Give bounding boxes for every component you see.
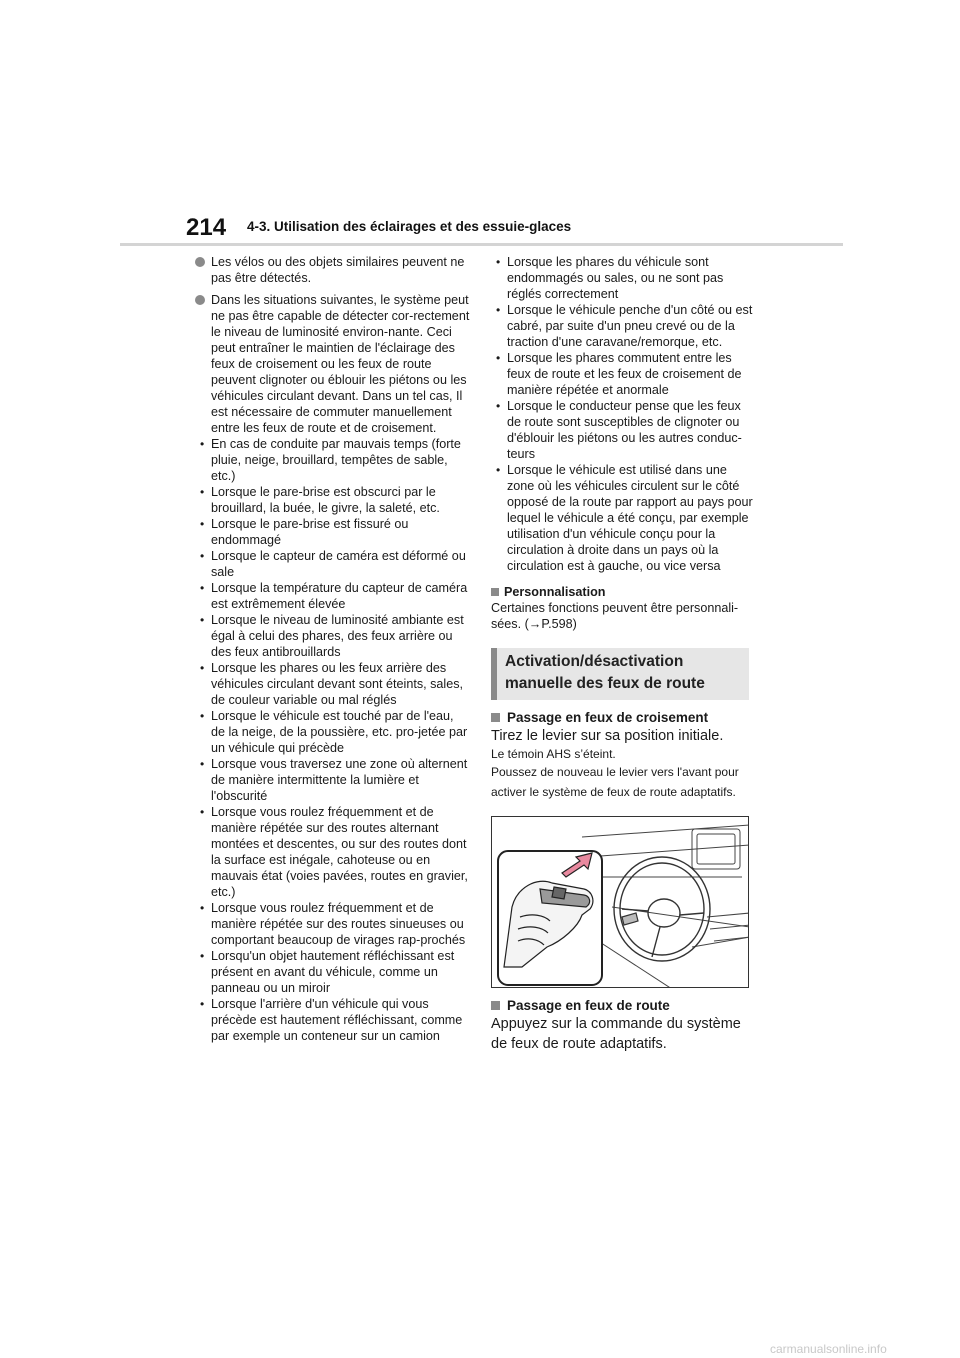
- bullet-dot-icon: •: [496, 399, 501, 413]
- section-title: 4-3. Utilisation des éclairages et des essuie-glaces: [247, 219, 572, 234]
- list-item: • Lorsque le véhicule est utilisé dans une zone où les véhicules circulent sur le côté opposé de la route par rapport au pays pour lequel le véhicule a été conçu, par exemple utilisation d'un véhicule conçu pour la circulation à droite dans un pays où la circulation est à gauche, ou vice versa: [496, 463, 753, 573]
- bullet-dot-icon: •: [200, 949, 205, 963]
- high-beam-instruction: Appuyez sur la commande du système de feux de route adaptatifs.: [491, 1016, 741, 1052]
- circle-item-text: Les vélos ou des objets similaires peuvent ne pas être détectés.: [211, 255, 465, 285]
- bullet-dot-icon: •: [200, 709, 205, 723]
- low-beam-instruction: Tirez le levier sur sa position initiale.: [491, 728, 724, 744]
- list-item: • Lorsque vous roulez fréquemment et de manière répétée sur des routes alternant montées et descentes, ou sur des routes dont la surface est inégale, cahoteuse ou en mauvais état (voies pavées, routes en gravier, etc.): [200, 805, 468, 899]
- bullet-dot-icon: •: [496, 351, 501, 365]
- list-item: • Lorsque les phares du véhicule sont endommagés ou sales, ou ne sont pas réglés correctement: [496, 255, 724, 301]
- left-column: [195, 254, 470, 1044]
- bullet-dot-icon: •: [496, 255, 501, 269]
- page-number: 214: [186, 214, 227, 241]
- bullet-dot-icon: •: [200, 901, 205, 915]
- list-item: • En cas de conduite par mauvais temps (forte pluie, neige, brouillard, tempêtes de sable, etc.): [200, 437, 461, 483]
- low-beam-heading: Passage en feux de croisement: [491, 710, 753, 726]
- bullet-dot-icon: •: [200, 517, 205, 531]
- bullet-dot-icon: •: [496, 303, 501, 317]
- list-item: • Lorsque le niveau de luminosité ambiante est égal à celui des phares, des feux arrière ou des feux antibrouillards: [200, 613, 464, 659]
- watermark-logo: carmanualsonline.info: [770, 1342, 887, 1356]
- callout-title: Activation/désactivation manuelle des feux de route: [505, 653, 705, 692]
- list-item: • Lorsque le pare-brise est obscurci par le brouillard, la buée, le givre, la saleté, etc.: [200, 485, 440, 515]
- bullet-dot-icon: •: [200, 485, 205, 499]
- header-rule: [120, 243, 843, 246]
- right-column: [491, 254, 753, 1054]
- circle-bullet-item: [195, 254, 470, 286]
- bullet-dot-icon: •: [200, 613, 205, 627]
- bullet-dot-icon: •: [200, 581, 205, 595]
- condition-list: [195, 436, 470, 1044]
- list-item: • Lorsque vous roulez fréquemment et de manière répétée sur des routes sinueuses ou comportant beaucoup de virages rap-prochés: [200, 901, 466, 947]
- list-item: • Lorsque le véhicule penche d'un côté ou est cabré, par suite d'un pneu crevé ou de la traction d'une caravane/remorque, etc.: [496, 303, 753, 349]
- high-beam-heading: Passage en feux de route: [491, 998, 753, 1014]
- list-item: • Lorsque le conducteur pense que les feux de route sont susceptibles de clignoter ou d'éblouir les piétons ou les autres conduc-teurs: [496, 399, 742, 461]
- list-item: • Lorsque le capteur de caméra est déformé ou sale: [200, 549, 466, 579]
- bullet-dot-icon: •: [200, 661, 205, 675]
- circle-item-text: Dans les situations suivantes, le système peut ne pas être capable de détecter cor-rectement le niveau de luminosité environ-nante. Ceci peut entraîner le maintien de l'éclairage des feux de croisement ou les feux de route peuvent clignoter ou éblouir les piétons ou les véhicules circulant devant. Dans un tel cas, Il est nécessaire de commuter manuellement entre les feux de route et de croisement.: [211, 293, 470, 435]
- lever-illustration-drawing: [492, 817, 749, 988]
- list-item: • Lorsque l'arrière d'un véhicule qui vous précède est hautement réfléchissant, comme par exemple un conteneur sur un camion: [200, 997, 463, 1043]
- square-bullet-icon: [491, 588, 499, 596]
- list-item: • Lorsque les phares ou les feux arrière des véhicules circulant devant sont éteints, sales, de couleur variable ou mal réglés: [200, 661, 464, 707]
- list-item: • Lorsque vous traversez une zone où alternent de manière intermittente la lumière et l'obscurité: [200, 757, 468, 803]
- personalisation-heading: Personnalisation: [491, 584, 753, 600]
- list-item: • Lorsque la température du capteur de caméra est extrêmement élevée: [200, 581, 468, 611]
- list-item: • Lorsqu'un objet hautement réfléchissant est présent en avant du véhicule, comme un panneau ou un miroir: [200, 949, 455, 995]
- condition-list-continued: [491, 254, 753, 574]
- bullet-dot-icon: •: [200, 757, 205, 771]
- bullet-dot-icon: •: [200, 805, 205, 819]
- list-item: • Lorsque le pare-brise est fissuré ou endommagé: [200, 517, 409, 547]
- lever-illustration: [491, 816, 749, 988]
- square-bullet-icon: [491, 1001, 500, 1010]
- bullet-dot-icon: •: [200, 437, 205, 451]
- list-item: • Lorsque le véhicule est touché par de l'eau, de la neige, de la poussière, etc. pro-jetée par un véhicule qui précède: [200, 709, 468, 755]
- personalisation-text: Certaines fonctions peuvent être personnali-sées. (→P.598): [491, 601, 739, 631]
- square-bullet-icon: [491, 713, 500, 722]
- reactivate-note: Poussez de nouveau le levier vers l'avant pour activer le système de feux de route adaptatifs.: [491, 765, 739, 799]
- list-item: • Lorsque les phares commutent entre les feux de route et les feux de croisement de manière répétée et anormale: [496, 351, 742, 397]
- circle-bullet-item: [195, 292, 470, 436]
- section-callout-box: [491, 648, 749, 700]
- circle-bullet-icon: [195, 257, 205, 267]
- circle-bullet-icon: [195, 295, 205, 305]
- ahs-off-note: Le témoin AHS s’éteint.: [491, 747, 616, 761]
- bullet-dot-icon: •: [200, 997, 205, 1011]
- bullet-dot-icon: •: [496, 463, 501, 477]
- bullet-dot-icon: •: [200, 549, 205, 563]
